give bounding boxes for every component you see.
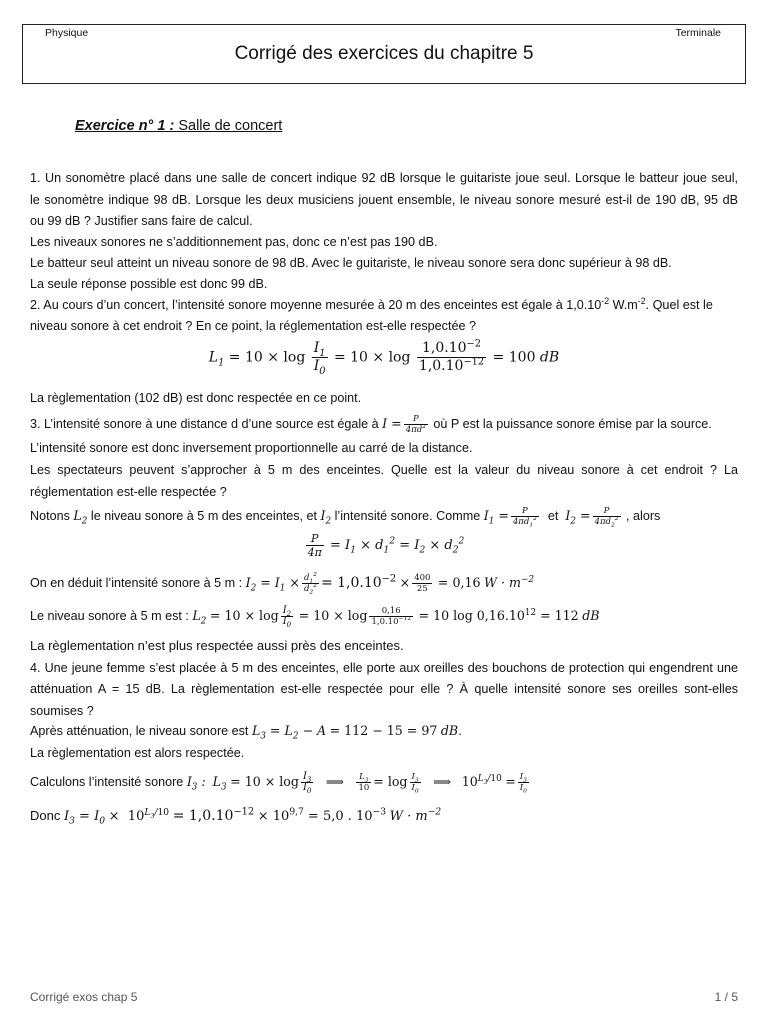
q2-line-1-a: 2. Au cours d’un concert, l’intensité sonore moyenne mesurée à 20 m des enceintes est égale à 1,0.10 [30,298,602,312]
q1-line-3: ou 99 dB ? Justifier sans faire de calcul. [30,214,253,228]
q3-level-label: Le niveau sonore à 5 m est : [30,608,189,623]
q3-line-5-a: Notons [30,508,70,523]
exercise-number: Exercice n° 1 : [75,118,175,134]
q3-level-line: Le niveau sonore à 5 m est : $L_2 = 10 \times \log$ $\frac{I_2}{I_0}$ = 10 × log $\frac{0,16}{1,0.10^{-12}}$ = 10 $\log 0,16.10^{12} = 112$ dB [30,605,600,629]
q3-line-3: Les spectateurs peuvent s’approcher à 5 m des enceintes. Quelle est la valeur du niveau sonore à cet endroit ? La [30,463,738,477]
q2-line-2: niveau sonore à cet endroit ? En ce point, la réglementation est-elle respectée ? [30,319,476,333]
q2-line-1-c: . Quel est le [645,298,713,312]
exercise-title [75,118,282,134]
q3-conclusion: La règlementation n’est plus respectée aussi près des enceintes. [30,638,404,653]
q2-line-1-b: W.m [609,298,638,312]
q4-donc-line: Donc $I_3 = I_0 \times 10^{L_3/10} = 1,0.10^{-12} \times 10^{9,7} = 5,0$ . $10^{-3}$ $W \cdot m^{-2}$ [30,806,442,827]
q4-line-1: 4. Une jeune femme s’est placée à 5 m des enceintes, elle porte aux oreilles des bouchons de protection qui engendrent une [30,661,738,675]
q4-calc-label: Calculons l’intensité sonore [30,774,184,789]
q3-line-5-e: , alors [626,508,661,523]
q1-answer-3: La seule réponse possible est donc 99 dB. [30,277,268,291]
q4-line-3: soumises ? [30,704,94,718]
q1-line-1: 1. Un sonomètre placé dans une salle de concert indique 92 dB lorsque le guitariste joue seul. Lorsque le batteur joue seul, [30,171,738,185]
q3-line-2: L’intensité sonore est donc inversement proportionnelle au carré de la distance. [30,441,473,455]
q3-line-1: 3. L’intensité sonore à une distance d d’une source est égale à I = $\frac{P}{4\pi d^2}$ où P est la puissance sonore émise par la source. [30,414,712,435]
q2-conclusion: La règlementation (102 dB) est donc respectée en ce point. [30,391,362,405]
q3-line-4: réglementation est-elle respectée ? [30,485,227,499]
subject-label: Physique [45,27,89,39]
q3-line-5: Notons $L_2$ le niveau sonore à 5 m des enceintes, et $I_2$ l’intensité sonore. Comme $I_1$ = $\frac{P}{4\pi d_1^2}$ et $I_2$ = $\frac{P}{4\pi d_2^2}$ , alors [30,506,661,529]
exercise-name: Salle de concert [174,118,283,134]
q3-deduce-label: On en déduit l’intensité sonore à 5 m : [30,575,243,590]
q3-line-5-c: l’intensité sonore. Comme [334,508,481,523]
q3-deduce-line: On en déduit l’intensité sonore à 5 m : $I_2 = I_1$ × $\frac{d_1^2}{d_2^2}$ = $1,0.10^{-2}$ × $\frac{400}{25}$ = 0,16 $W \cdot m^{-2}$ [30,571,534,596]
q4-respected: La règlementation est alors respectée. [30,746,245,760]
q2-exp-2: -2 [637,295,646,306]
q4-line-2: atténuation A = 15 dB. La règlementation est-elle respectée pour elle ? À quelle intensité sonore ses oreilles sont-elles [30,682,738,696]
q3-line-1-b: où P est la puissance sonore émise par la source. [433,416,712,431]
q3-line-5-d: et [547,508,559,523]
level-label: Terminale [675,27,721,39]
q3-line-5-b: le niveau sonore à 5 m des enceintes, et [90,508,318,523]
q1-line-2: le sonomètre indique 98 dB. Lorsque les deux musiciens jouent ensemble, le niveau sonore mesuré est-il de 190 dB, 95 dB [30,193,738,207]
q2-line-1 [30,297,738,313]
q3-line-1-a: 3. L’intensité sonore à une distance d d’une source est égale à [30,416,379,431]
q1-answer-1: Les niveaux sonores ne s’additionnement pas, donc ce n’est pas 190 dB. [30,235,438,249]
footer-doc-name: Corrigé exos chap 5 [30,990,138,1004]
footer-page-number: 1 / 5 [714,990,738,1004]
q3-equation-1: $\frac{P}{4\pi}$ = $I_1 \times d_1^2 = I_2 \times d_2^2$ [307,532,465,559]
q4-calc-line: Calculons l’intensité sonore $I_3$ : $L_3 = 10 \times \log$ $\frac{I_3}{I_0}$ ⟹ $\frac{L_3}{10}$ = log $\frac{I_3}{I_0}$ ⟹ $10^{L_3/10}$ = $\frac{I_3}{I_0}$ [30,771,527,795]
q2-exp-1: -2 [601,295,610,306]
q4-after-line: Après atténuation, le niveau sonore est $L_3 = L_2 - A = 112 - 15 = 97$ dB. [30,723,462,742]
q1-answer-2: Le batteur seul atteint un niveau sonore de 98 dB. Avec le guitariste, le niveau sonore sera donc supérieur à 98 dB. [30,256,672,270]
q4-donc-label: Donc [30,808,61,823]
q2-equation: $L_1 = 10 \times \log$ $\frac{I_1}{I_0}$ = 10 × log $\frac{1,0.10^{-2}}{1,0.10^{-12}}$ = 100 dB [208,338,560,377]
q4-after-label: Après atténuation, le niveau sonore est [30,724,249,738]
page-title: Corrigé des exercices du chapitre 5 [234,43,534,64]
header-box [22,24,746,84]
